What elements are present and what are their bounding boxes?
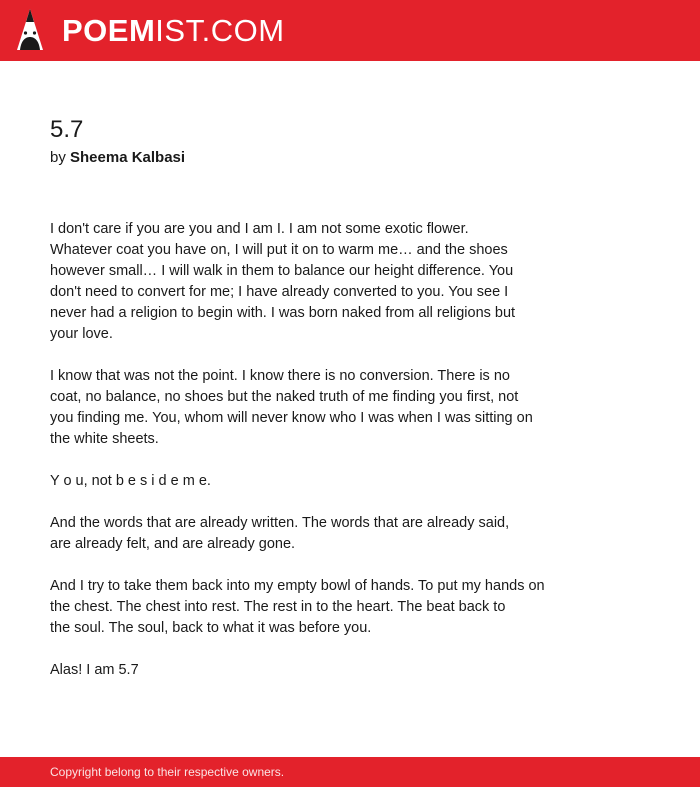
poem-line: don't need to convert for me; I have already converted to you. You see I — [50, 284, 509, 300]
logo-bold-text: POEM — [62, 13, 156, 48]
poem-line: I don't care if you are you and I am I. I am not some exotic flower. — [50, 221, 469, 237]
poem-line: Y o u, not b e s i d e m e. — [50, 473, 211, 489]
site-header — [0, 0, 700, 61]
by-label: by — [50, 149, 66, 166]
stanza — [50, 513, 620, 555]
copyright-text: Copyright belong to their respective owners. — [50, 765, 285, 779]
site-logo[interactable] — [62, 11, 285, 51]
stanza — [50, 366, 620, 450]
poem-line: are already felt, and are already gone. — [50, 536, 296, 552]
poem-line: I know that was not the point. I know there is no conversion. There is no — [50, 368, 510, 384]
poem-line: the white sheets. — [50, 431, 159, 447]
stanza — [50, 576, 620, 639]
poem-title: 5.7 — [50, 116, 84, 143]
poem-line: Whatever coat you have on, I will put it on to warm me… and the shoes — [50, 242, 508, 258]
site-footer — [0, 757, 700, 787]
poem-line: the chest. The chest into rest. The rest in to the heart. The beat back to — [50, 599, 506, 615]
poem-body — [50, 219, 620, 702]
poem-heading — [50, 114, 610, 170]
stanza — [50, 471, 620, 492]
poem-line: your love. — [50, 326, 113, 342]
poem-line: however small… I will walk in them to balance our height difference. You — [50, 263, 514, 279]
author-name: Sheema Kalbasi — [70, 149, 186, 166]
poem-line: never had a religion to begin with. I was born naked from all religions but — [50, 305, 516, 321]
poem-line: coat, no balance, no shoes but the naked truth of me finding you first, not — [50, 389, 519, 405]
pencil-icon[interactable] — [16, 8, 44, 52]
poem-line: Alas! I am 5.7 — [50, 662, 139, 678]
stanza — [50, 219, 620, 345]
stanza — [50, 660, 620, 681]
byline — [50, 146, 610, 170]
poem-line: you finding me. You, whom will never know who I was when I was sitting on — [50, 410, 533, 426]
poem-line: And I try to take them back into my empty bowl of hands. To put my hands on — [50, 578, 545, 594]
poem-line: the soul. The soul, back to what it was before you. — [50, 620, 372, 636]
poem-line: And the words that are already written. The words that are already said, — [50, 515, 510, 531]
logo-light-text: IST.COM — [155, 13, 285, 48]
